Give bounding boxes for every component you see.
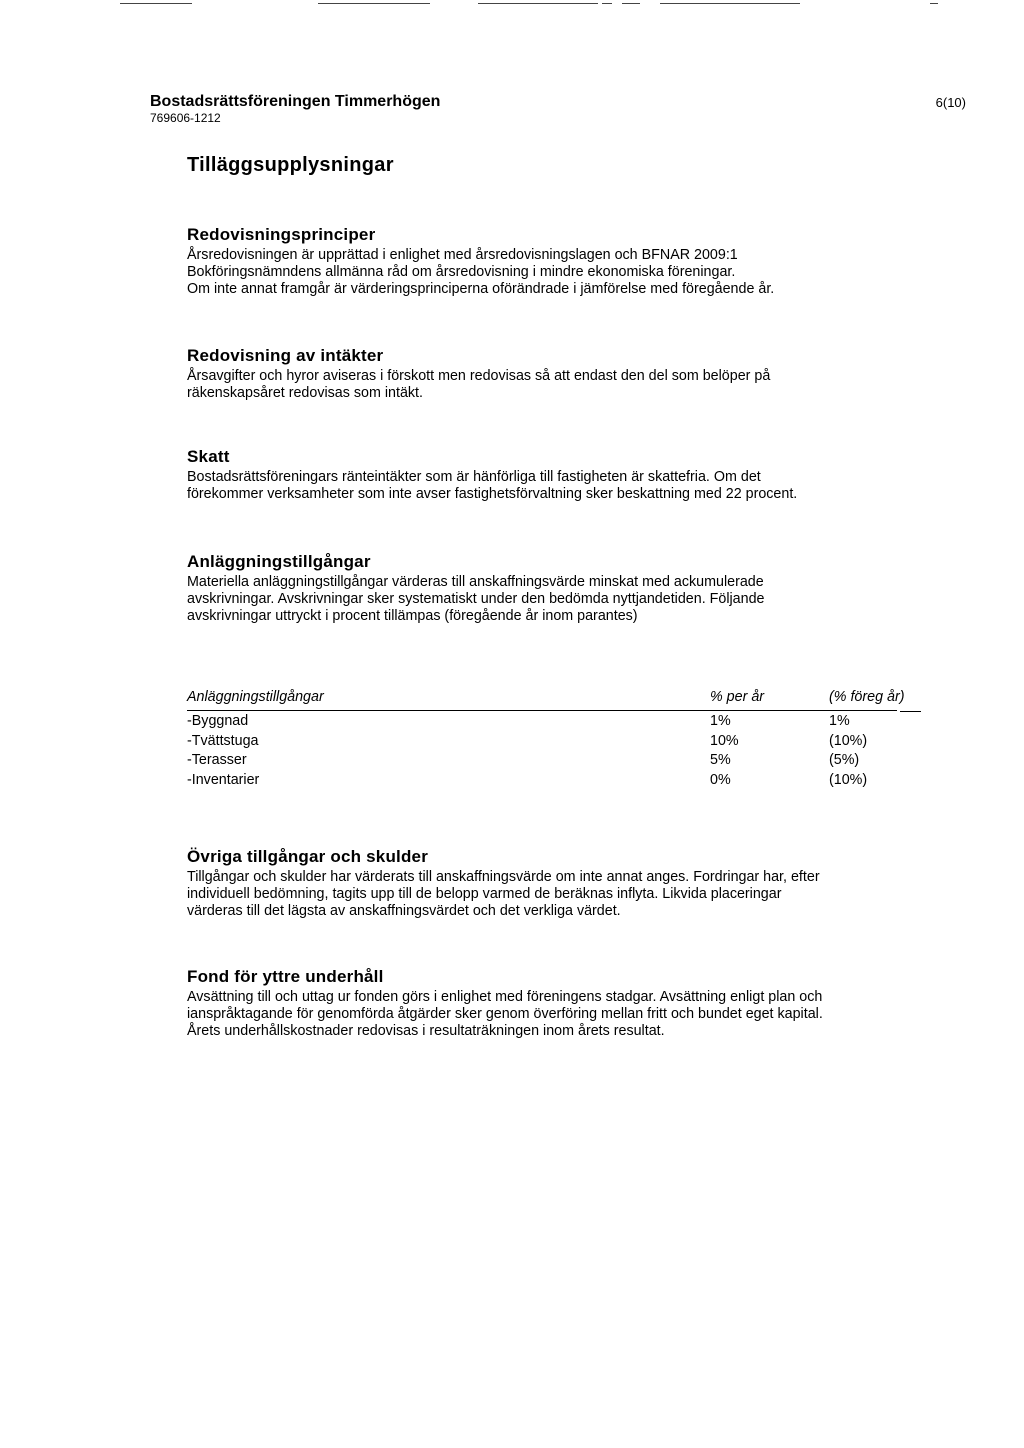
previous-rate-value: (5%) [829, 752, 860, 769]
table-row [187, 713, 927, 733]
asset-name: -Inventarier [187, 771, 260, 788]
text-line: Avsättning till och uttag ur fonden görs i enlighet med föreningens stadgar. Avsättning enligt plan och [187, 989, 823, 1005]
asset-name: -Tvättstuga [187, 732, 259, 749]
section-other-assets-liabilities [187, 846, 820, 921]
section-body [187, 869, 820, 921]
organization-name: Bostadsrättsföreningen Timmerhögen [150, 93, 441, 110]
asset-name: -Terasser [187, 752, 247, 769]
table-row [187, 752, 927, 772]
text-line: Materiella anläggningstillgångar värderas till anskaffningsvärde minskat med ackumulerade [187, 574, 764, 590]
scan-artifact [0, 0, 1024, 8]
page-title: Tilläggsupplysningar [187, 154, 394, 176]
asset-name: -Byggnad [187, 713, 249, 729]
section-heading: Redovisningsprinciper [187, 225, 376, 244]
section-body [187, 368, 770, 402]
table-rule [187, 710, 897, 711]
section-tax [187, 446, 797, 503]
text-line: avskrivningar uttryckt i procent tillämpas (föregående år inom parantes) [187, 608, 638, 625]
previous-rate-value: (10%) [829, 732, 868, 749]
rate-value: 10% [710, 732, 739, 749]
text-line: avskrivningar. Avskrivningar sker systematiskt under den bedömda nyttjandetiden. Följande [187, 591, 765, 608]
text-line: Årets underhållskostnader redovisas i resultaträkningen inom årets resultat. [187, 1023, 665, 1040]
text-line: räkenskapsåret redovisas som intäkt. [187, 385, 424, 402]
rate-value: 0% [710, 771, 731, 788]
section-maintenance-fund [187, 966, 823, 1041]
section-heading: Skatt [187, 447, 230, 466]
column-header-rate: % per år [710, 689, 765, 705]
text-line: förekommer verksamheter som inte avser fastighetsförvaltning sker beskattning med 22 procent. [187, 486, 798, 503]
page-number: 6(10) [935, 95, 966, 110]
column-header-asset: Anläggningstillgångar [187, 689, 324, 705]
text-line: Bokföringsnämndens allmänna råd om årsredovisning i mindre ekonomiska föreningar. [187, 264, 736, 281]
section-body [187, 469, 797, 503]
section-heading: Anläggningstillgångar [187, 552, 371, 571]
section-body [187, 989, 823, 1041]
text-line: värderas till det lägsta av anskaffningsvärdet och det verkliga värdet. [187, 903, 621, 920]
table-body [187, 713, 927, 791]
section-fixed-assets [187, 551, 764, 626]
section-accounting-principles [187, 224, 774, 299]
table-header [187, 689, 927, 709]
text-line: ianspråktagande för genomförda åtgärder sker genom överföring mellan fritt och bundet eget kapital. [187, 1006, 823, 1023]
section-heading: Fond för yttre underhåll [187, 967, 384, 986]
previous-rate-value: (10%) [829, 771, 868, 788]
table-rule [900, 711, 921, 712]
previous-rate-value: 1% [829, 713, 850, 729]
text-line: individuell bedömning, tagits upp till de belopp varmed de beräknas inflyta. Likvida placeringar [187, 886, 782, 903]
depreciation-table [187, 689, 927, 788]
text-line: Tillgångar och skulder har värderats till anskaffningsvärde om inte annat anges. Fordringar har, efter [187, 869, 820, 885]
organization-number: 769606-1212 [150, 111, 221, 125]
text-line: Om inte annat framgår är värderingsprinciperna oförändrade i jämförelse med föregående år. [187, 281, 775, 298]
rate-value: 1% [710, 713, 731, 729]
text-line: Årsredovisningen är upprättad i enlighet med årsredovisningslagen och BFNAR 2009:1 [187, 247, 738, 263]
section-body [187, 574, 764, 626]
section-body [187, 247, 774, 299]
rate-value: 5% [710, 752, 731, 769]
table-row [187, 772, 927, 792]
section-revenue-recognition [187, 345, 770, 402]
text-line: Årsavgifter och hyror aviseras i förskott men redovisas så att endast den del som belöper på [187, 368, 771, 384]
section-heading: Övriga tillgångar och skulder [187, 847, 429, 866]
section-heading: Redovisning av intäkter [187, 346, 384, 365]
column-header-previous-year: (% föreg år) [829, 689, 905, 705]
text-line: Bostadsrättsföreningars ränteintäkter som är hänförliga till fastigheten är skattefria. Om det [187, 469, 761, 485]
table-row [187, 733, 927, 753]
